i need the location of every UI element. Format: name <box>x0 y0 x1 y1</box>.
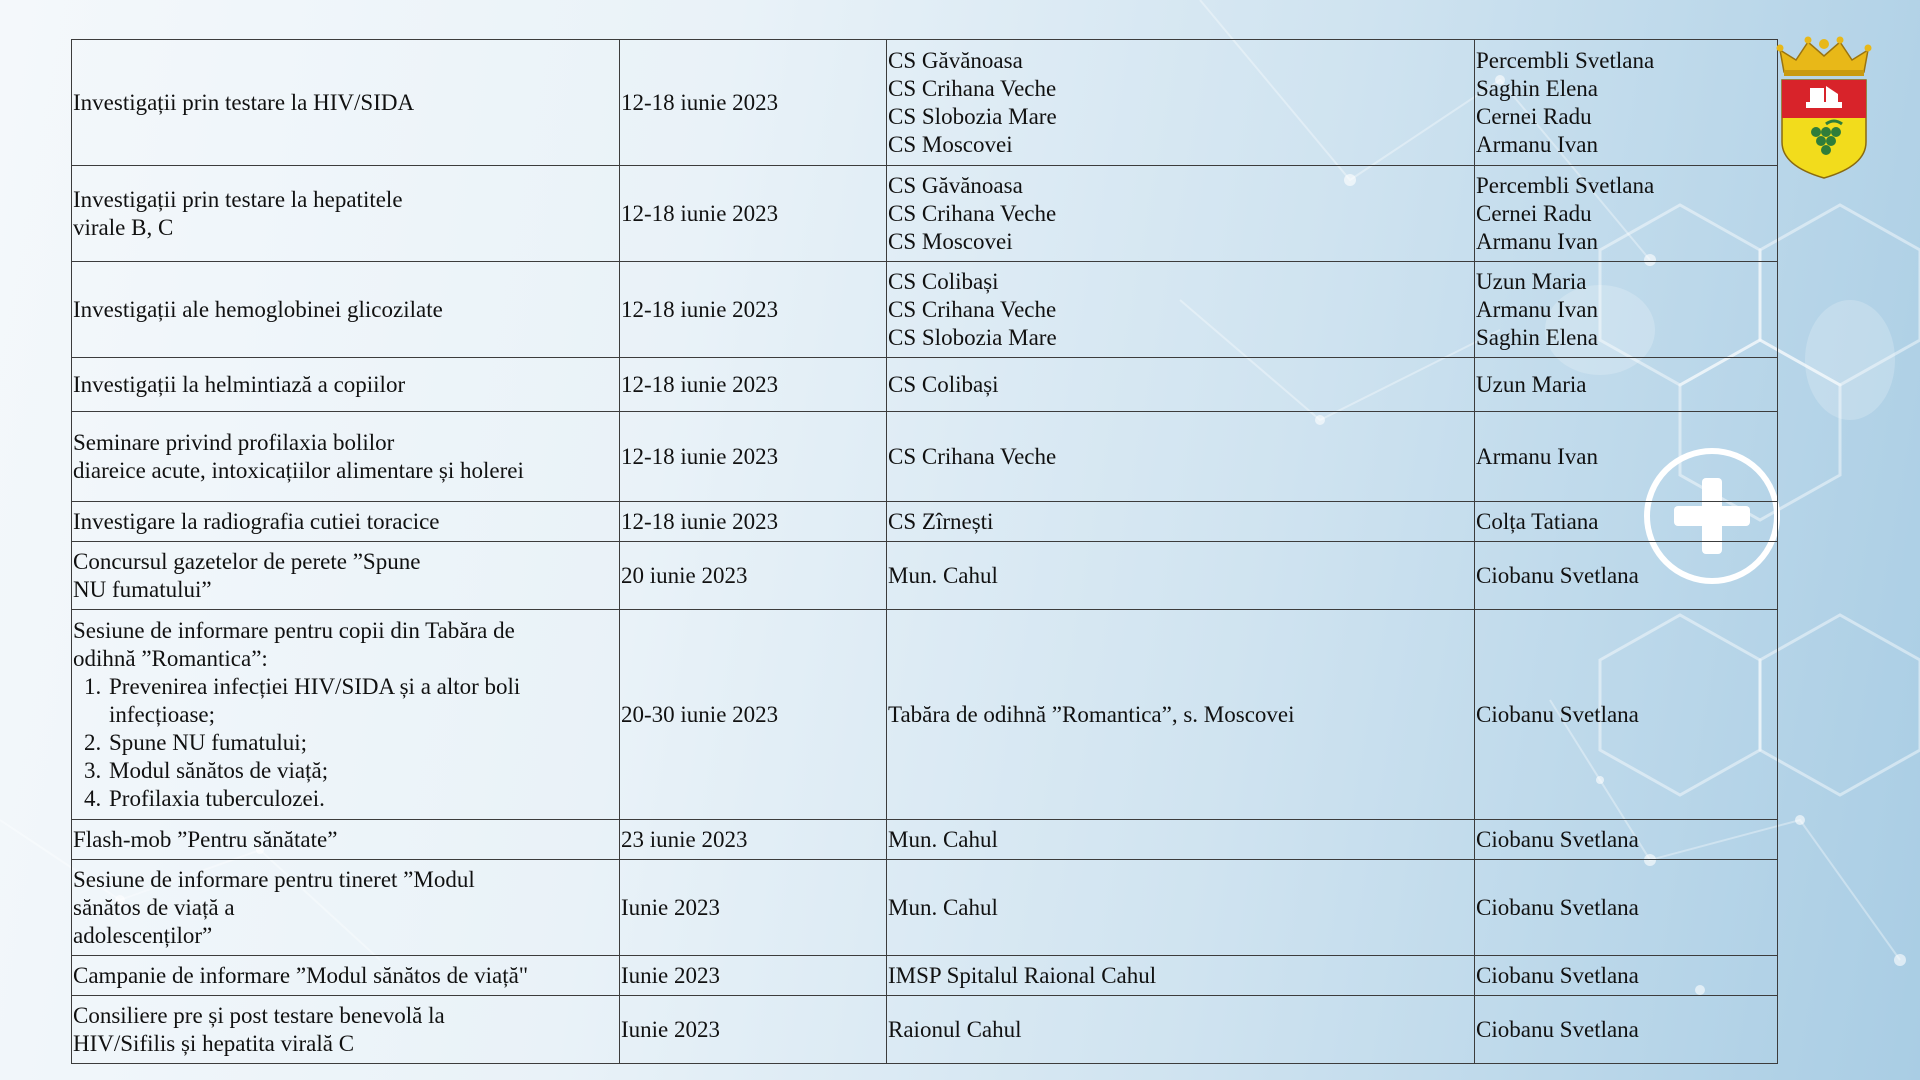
responsible-text: Ciobanu Svetlana <box>1476 962 1639 988</box>
topic-list-item: 4. Profilaxia tuberculozei. <box>107 785 618 813</box>
district-coat-of-arms-icon <box>1776 32 1872 180</box>
location-text: CS Slobozia Mare <box>888 103 1057 129</box>
location-cell <box>887 166 1475 262</box>
activity-schedule-sheet <box>71 39 1775 1064</box>
responsible-text: Colța Tatiana <box>1476 508 1599 534</box>
activity-cell <box>72 996 620 1064</box>
activity-cell <box>72 820 620 860</box>
activity-text: Concursul gazetelor de perete ”Spune <box>73 548 421 574</box>
period-cell <box>620 262 887 358</box>
location-text: CS Slobozia Mare <box>888 324 1057 350</box>
responsible-cell <box>1475 956 1778 996</box>
responsible-text: Armanu Ivan <box>1476 131 1598 157</box>
location-cell <box>887 956 1475 996</box>
activity-text: diareice acute, intoxicațiilor alimentare și holerei <box>73 457 524 483</box>
period-text: 20-30 iunie 2023 <box>621 701 779 727</box>
table-row <box>72 996 1778 1064</box>
period-text: 12-18 iunie 2023 <box>621 371 779 397</box>
period-cell <box>620 542 887 610</box>
activity-schedule-table <box>71 39 1778 1064</box>
responsible-text: Percembli Svetlana <box>1476 172 1655 198</box>
responsible-text: Ciobanu Svetlana <box>1476 1016 1639 1042</box>
responsible-text: Percembli Svetlana <box>1476 47 1655 73</box>
period-text: 23 iunie 2023 <box>621 826 748 852</box>
responsible-text: Armanu Ivan <box>1476 296 1598 322</box>
activity-text: Investigații ale hemoglobinei glicozilate <box>73 296 443 322</box>
period-text: 12-18 iunie 2023 <box>621 89 779 115</box>
period-cell <box>620 412 887 502</box>
activity-text: Sesiune de informare pentru tineret ”Modul <box>73 866 475 892</box>
period-text: 20 iunie 2023 <box>621 562 748 588</box>
location-cell <box>887 820 1475 860</box>
location-cell <box>887 358 1475 412</box>
activity-text: Investigare la radiografia cutiei toracice <box>73 508 440 534</box>
responsible-cell <box>1475 166 1778 262</box>
table-row <box>72 542 1778 610</box>
location-text: CS Găvănoasa <box>888 172 1023 198</box>
activity-text: Seminare privind profilaxia bolilor <box>73 429 395 455</box>
responsible-text: Uzun Maria <box>1476 371 1587 397</box>
activity-text: Consiliere pre și post testare benevolă la <box>73 1002 445 1028</box>
responsible-cell <box>1475 542 1778 610</box>
activity-text: adolescenților” <box>73 922 213 948</box>
table-row <box>72 610 1778 820</box>
location-cell <box>887 542 1475 610</box>
responsible-cell <box>1475 820 1778 860</box>
activity-text: sănătos de viață a <box>73 894 235 920</box>
period-cell <box>620 610 887 820</box>
activity-text: HIV/Sifilis și hepatita virală C <box>73 1030 355 1056</box>
activity-cell <box>72 610 620 820</box>
table-row <box>72 262 1778 358</box>
location-text: CS Crihana Veche <box>888 200 1057 226</box>
activity-text: virale B, C <box>73 214 174 240</box>
table-row <box>72 166 1778 262</box>
responsible-cell <box>1475 860 1778 956</box>
period-text: 12-18 iunie 2023 <box>621 508 779 534</box>
location-cell <box>887 412 1475 502</box>
location-text: CS Crihana Veche <box>888 296 1057 322</box>
location-text: Mun. Cahul <box>888 562 998 588</box>
responsible-cell <box>1475 996 1778 1064</box>
period-text: 12-18 iunie 2023 <box>621 200 779 226</box>
responsible-cell <box>1475 262 1778 358</box>
responsible-text: Uzun Maria <box>1476 268 1587 294</box>
period-text: 12-18 iunie 2023 <box>621 443 779 469</box>
period-cell <box>620 996 887 1064</box>
activity-text: Campanie de informare ”Modul sănătos de viață" <box>73 962 529 988</box>
location-cell <box>887 860 1475 956</box>
responsible-text: Saghin Elena <box>1476 75 1598 101</box>
responsible-text: Ciobanu Svetlana <box>1476 701 1639 727</box>
period-cell <box>620 358 887 412</box>
table-row <box>72 412 1778 502</box>
topic-list <box>73 673 618 813</box>
table-row <box>72 502 1778 542</box>
location-text: IMSP Spitalul Raional Cahul <box>888 962 1157 988</box>
responsible-text: Cernei Radu <box>1476 103 1592 129</box>
period-cell <box>620 166 887 262</box>
location-text: CS Colibași <box>888 371 999 397</box>
location-cell <box>887 262 1475 358</box>
responsible-cell <box>1475 358 1778 412</box>
location-text: CS Moscovei <box>888 228 1013 254</box>
activity-text: odihnă ”Romantica”: <box>73 645 268 671</box>
period-cell <box>620 502 887 542</box>
topic-list-item: 2. Spune NU fumatului; <box>107 729 618 757</box>
period-cell <box>620 860 887 956</box>
period-text: Iunie 2023 <box>621 1016 721 1042</box>
crown-icon <box>1777 37 1872 77</box>
period-text: 12-18 iunie 2023 <box>621 296 779 322</box>
responsible-text: Ciobanu Svetlana <box>1476 826 1639 852</box>
location-text: Mun. Cahul <box>888 894 998 920</box>
period-cell <box>620 40 887 166</box>
table-row <box>72 820 1778 860</box>
responsible-cell <box>1475 502 1778 542</box>
activity-text: Investigații prin testare la HIV/SIDA <box>73 89 415 115</box>
table-row <box>72 956 1778 996</box>
activity-cell <box>72 166 620 262</box>
responsible-cell <box>1475 40 1778 166</box>
topic-list-item: 1. Prevenirea infecției HIV/SIDA și a altor boli infecțioase; <box>107 673 618 729</box>
location-text: Raionul Cahul <box>888 1016 1022 1042</box>
responsible-cell <box>1475 412 1778 502</box>
activity-text: Sesiune de informare pentru copii din Tabăra de <box>73 617 515 643</box>
activity-text: NU fumatului” <box>73 576 212 602</box>
location-text: CS Moscovei <box>888 131 1013 157</box>
activity-cell <box>72 502 620 542</box>
location-text: CS Crihana Veche <box>888 443 1057 469</box>
activity-text: Flash-mob ”Pentru sănătate” <box>73 826 338 852</box>
period-text: Iunie 2023 <box>621 962 721 988</box>
location-cell <box>887 502 1475 542</box>
period-text: Iunie 2023 <box>621 894 721 920</box>
location-text: Mun. Cahul <box>888 826 998 852</box>
responsible-text: Ciobanu Svetlana <box>1476 562 1639 588</box>
responsible-cell <box>1475 610 1778 820</box>
location-cell <box>887 996 1475 1064</box>
table-body <box>72 40 1778 1064</box>
responsible-text: Armanu Ivan <box>1476 443 1598 469</box>
activity-cell <box>72 40 620 166</box>
table-row <box>72 40 1778 166</box>
activity-cell <box>72 956 620 996</box>
location-cell <box>887 40 1475 166</box>
topic-list-item: 3. Modul sănătos de viață; <box>107 757 618 785</box>
table-row <box>72 358 1778 412</box>
activity-cell <box>72 358 620 412</box>
period-cell <box>620 956 887 996</box>
activity-cell <box>72 860 620 956</box>
location-text: CS Găvănoasa <box>888 47 1023 73</box>
activity-text: Investigații la helmintiază a copiilor <box>73 371 406 397</box>
table-row <box>72 860 1778 956</box>
location-text: CS Crihana Veche <box>888 75 1057 101</box>
period-cell <box>620 820 887 860</box>
activity-text: Investigații prin testare la hepatitele <box>73 186 403 212</box>
location-cell <box>887 610 1475 820</box>
location-text: CS Colibași <box>888 268 999 294</box>
responsible-text: Armanu Ivan <box>1476 228 1598 254</box>
activity-cell <box>72 262 620 358</box>
location-text: CS Zîrnești <box>888 508 994 534</box>
responsible-text: Saghin Elena <box>1476 324 1598 350</box>
activity-cell <box>72 542 620 610</box>
responsible-text: Cernei Radu <box>1476 200 1592 226</box>
location-text: Tabăra de odihnă ”Romantica”, s. Moscovei <box>888 701 1295 727</box>
activity-cell <box>72 412 620 502</box>
responsible-text: Ciobanu Svetlana <box>1476 894 1639 920</box>
